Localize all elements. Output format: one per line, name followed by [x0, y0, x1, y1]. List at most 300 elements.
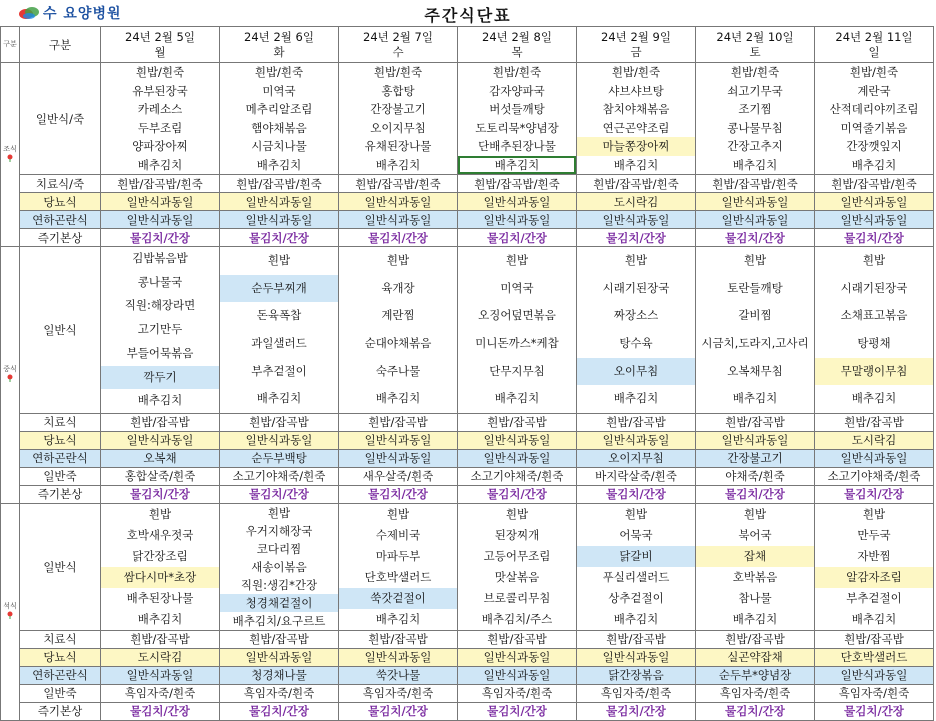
flower-icon: [1, 611, 19, 622]
meal-label: 중식: [3, 364, 17, 373]
menu-cell[interactable]: 흰밥/잡곡밥/흰죽: [220, 175, 339, 193]
row-label: 당뇨식: [20, 431, 101, 449]
menu-row: [1, 648, 934, 666]
menu-item: 된장찌개: [494, 527, 540, 542]
menu-item: 참치야채볶음: [602, 102, 670, 116]
menu-cell[interactable]: 흰밥/잡곡밥: [220, 413, 339, 431]
menu-item: 고기만두: [137, 322, 183, 337]
sheet-header: [0, 0, 936, 26]
menu-cell[interactable]: 흑임자죽/흰죽: [577, 684, 696, 702]
menu-cell[interactable]: [815, 503, 934, 630]
menu-row: [1, 449, 934, 467]
menu-cell[interactable]: 일반식과동일: [220, 193, 339, 211]
menu-cell[interactable]: [458, 247, 577, 414]
menu-item: 계란국: [857, 83, 891, 98]
menu-item: 배추김치: [375, 157, 421, 172]
menu-cell[interactable]: 흰밥/잡곡밥: [339, 630, 458, 648]
menu-cell[interactable]: 물김치/간장: [220, 229, 339, 247]
menu-cell[interactable]: 새우살죽/흰죽: [339, 467, 458, 485]
menu-cell[interactable]: 일반식과동일: [815, 449, 934, 467]
day-date: 24년 2월 6일: [244, 29, 314, 44]
row-label: 일반죽: [20, 684, 101, 702]
menu-cell[interactable]: 일반식과동일: [458, 431, 577, 449]
row-label: 당뇨식: [20, 648, 101, 666]
menu-cell[interactable]: [220, 63, 339, 175]
menu-cell[interactable]: [339, 503, 458, 630]
menu-cell[interactable]: 야채죽/흰죽: [696, 467, 815, 485]
menu-cell[interactable]: 단호박샐러드: [815, 648, 934, 666]
menu-item: 양파장아찌: [132, 139, 188, 153]
menu-row: [1, 431, 934, 449]
menu-row: [1, 702, 934, 720]
menu-row: [1, 467, 934, 485]
meal-tiny-label: [1, 503, 20, 720]
menu-item: 상추겉절이: [608, 590, 664, 605]
menu-item: 홍합탕: [381, 83, 415, 98]
menu-item: 미역국: [262, 83, 296, 98]
menu-cell[interactable]: 물김치/간장: [101, 702, 220, 720]
menu-item: 간장고추지: [727, 139, 783, 153]
menu-item: 돈육폭찹: [256, 308, 302, 323]
day-header: [101, 27, 220, 63]
menu-item: 흰밥: [505, 253, 529, 267]
menu-cell[interactable]: 물김치/간장: [696, 485, 815, 503]
menu-cell[interactable]: 흰밥/잡곡밥: [696, 630, 815, 648]
menu-item: 깍두기: [101, 366, 219, 390]
menu-item: 오복채무침: [727, 363, 783, 378]
menu-row: [1, 247, 934, 414]
menu-cell[interactable]: 흰밥/잡곡밥/흰죽: [339, 175, 458, 193]
menu-cell[interactable]: 일반식과동일: [220, 648, 339, 666]
row-label: 일반식: [20, 247, 101, 414]
menu-cell[interactable]: 일반식과동일: [339, 431, 458, 449]
menu-item: 맛살볶음: [494, 569, 540, 584]
menu-cell[interactable]: 일반식과동일: [815, 193, 934, 211]
menu-cell[interactable]: 일반식과동일: [101, 666, 220, 684]
menu-item: 부들어묵볶음: [126, 345, 194, 360]
menu-cell[interactable]: 흰밥/잡곡밥: [815, 413, 934, 431]
menu-item: 짜장소스: [613, 308, 659, 323]
menu-item: 흰밥/흰죽: [730, 65, 780, 79]
menu-cell[interactable]: 흰밥/잡곡밥/흰죽: [815, 175, 934, 193]
menu-item: 흰밥: [862, 253, 886, 267]
menu-cell[interactable]: 물김치/간장: [577, 229, 696, 247]
menu-item: 배추김치/요구르트: [232, 613, 326, 628]
hospital-name: 수 요양병원: [43, 6, 122, 22]
menu-item: 도토리묵*양념장: [475, 120, 559, 135]
menu-item: 쌈다시마*초장: [101, 567, 219, 588]
menu-item: 육개장: [381, 280, 415, 295]
menu-cell[interactable]: [339, 247, 458, 414]
day-header: [577, 27, 696, 63]
menu-item: 우거지해장국: [245, 523, 313, 538]
menu-cell[interactable]: [577, 503, 696, 630]
menu-cell[interactable]: 일반식과동일: [458, 211, 577, 229]
menu-cell[interactable]: 순두부*양념장: [696, 666, 815, 684]
menu-cell[interactable]: 도시락김: [101, 648, 220, 666]
menu-cell[interactable]: [339, 63, 458, 175]
menu-cell[interactable]: 흰밥/잡곡밥/흰죽: [577, 175, 696, 193]
menu-item: 닭갈비: [577, 546, 695, 567]
menu-item: 흰밥/흰죽: [849, 65, 899, 79]
menu-item: 배추김치: [851, 157, 897, 172]
menu-cell[interactable]: 도시락김: [815, 431, 934, 449]
menu-item: 흰밥: [267, 505, 291, 520]
menu-cell[interactable]: 일반식과동일: [696, 193, 815, 211]
menu-item: 흰밥: [386, 506, 410, 521]
row-label: 연하곤란식: [20, 666, 101, 684]
menu-cell[interactable]: 물김치/간장: [696, 229, 815, 247]
day-header: [458, 27, 577, 63]
menu-cell[interactable]: 물김치/간장: [339, 229, 458, 247]
menu-cell[interactable]: 일반식과동일: [339, 211, 458, 229]
menu-cell[interactable]: 일반식과동일: [101, 193, 220, 211]
menu-item: 감자양파국: [489, 83, 545, 98]
menu-cell[interactable]: 청경채나물: [220, 666, 339, 684]
menu-item: 부추겉절이: [846, 590, 902, 605]
row-label: 즉기본상: [20, 485, 101, 503]
menu-cell[interactable]: 간장불고기: [696, 449, 815, 467]
menu-cell[interactable]: 일반식과동일: [101, 431, 220, 449]
day-header: [815, 27, 934, 63]
menu-cell[interactable]: 소고기야채죽/흰죽: [458, 467, 577, 485]
menu-cell[interactable]: 홍합살죽/흰죽: [101, 467, 220, 485]
menu-cell[interactable]: 일반식과동일: [696, 431, 815, 449]
menu-cell[interactable]: 일반식과동일: [815, 211, 934, 229]
menu-row: [1, 630, 934, 648]
row-label: 치료식: [20, 630, 101, 648]
menu-cell[interactable]: 물김치/간장: [339, 702, 458, 720]
menu-cell[interactable]: 일반식과동일: [815, 666, 934, 684]
menu-item: 청경채겉절이: [220, 594, 338, 612]
menu-item: 흰밥: [386, 253, 410, 267]
menu-cell[interactable]: 흑임자죽/흰죽: [220, 684, 339, 702]
menu-item: 단호박샐러드: [364, 569, 432, 584]
menu-cell[interactable]: 물김치/간장: [815, 229, 934, 247]
menu-cell[interactable]: 일반식과동일: [458, 449, 577, 467]
menu-cell[interactable]: 흰밥/잡곡밥/흰죽: [101, 175, 220, 193]
menu-cell[interactable]: 흑임자죽/흰죽: [458, 684, 577, 702]
menu-cell[interactable]: 닭간장볶음: [577, 666, 696, 684]
menu-item: 오징어덮면볶음: [478, 308, 556, 323]
menu-item: 알감자조림: [815, 567, 933, 588]
menu-item: 시래기된장국: [840, 280, 908, 295]
menu-item: 배추김치: [137, 611, 183, 626]
menu-item: 배추된장나물: [126, 590, 194, 605]
day-weekday: 수: [392, 44, 404, 59]
menu-item: 배추김치: [613, 157, 659, 172]
menu-item: 배추김치: [256, 391, 302, 406]
menu-cell[interactable]: 흰밥/잡곡밥: [101, 630, 220, 648]
menu-item: 참나물: [738, 590, 772, 605]
day-header: [220, 27, 339, 63]
menu-cell[interactable]: 흑임자죽/흰죽: [815, 684, 934, 702]
day-weekday: 일: [868, 44, 880, 59]
menu-cell[interactable]: 일반식과동일: [577, 648, 696, 666]
row-label: 일반죽: [20, 467, 101, 485]
menu-item: 흰밥/흰죽: [611, 65, 661, 79]
row-label: 당뇨식: [20, 193, 101, 211]
meal-tiny-label: [1, 247, 20, 504]
menu-item: 탕평채: [857, 335, 891, 350]
menu-cell[interactable]: 흰밥/잡곡밥: [696, 413, 815, 431]
flower-icon: [1, 374, 19, 385]
menu-cell[interactable]: 쑥갓나물: [339, 666, 458, 684]
menu-cell[interactable]: 소고기야채죽/흰죽: [220, 467, 339, 485]
menu-item: 미니돈까스*케찹: [475, 335, 559, 350]
menu-item: 오이지무침: [370, 120, 426, 135]
menu-item: 흰밥: [148, 506, 172, 521]
menu-item: 배추김치: [494, 391, 540, 406]
menu-row: [1, 193, 934, 211]
menu-cell[interactable]: 흑임자죽/흰죽: [696, 684, 815, 702]
menu-cell[interactable]: 일반식과동일: [339, 449, 458, 467]
menu-item: 시금치,도라지,고사리: [701, 335, 809, 350]
menu-item: 부추겉절이: [251, 363, 307, 378]
menu-cell[interactable]: 흰밥/잡곡밥: [101, 413, 220, 431]
menu-cell[interactable]: 흰밥/잡곡밥/흰죽: [696, 175, 815, 193]
flower-icon: [1, 154, 19, 165]
menu-cell[interactable]: 순두부백탕: [220, 449, 339, 467]
menu-cell[interactable]: 물김치/간장: [577, 485, 696, 503]
menu-cell[interactable]: 일반식과동일: [577, 431, 696, 449]
day-weekday: 목: [511, 44, 523, 59]
menu-item: 고등어무조림: [483, 548, 551, 563]
menu-item: 계란찜: [381, 308, 415, 323]
menu-row: [1, 684, 934, 702]
menu-item: 시래기된장국: [602, 280, 670, 295]
menu-item: 단무지무침: [489, 363, 545, 378]
menu-item: 어묵국: [619, 527, 653, 542]
menu-cell[interactable]: 도시락김: [577, 193, 696, 211]
menu-cell[interactable]: [101, 247, 220, 414]
menu-cell[interactable]: 오복채: [101, 449, 220, 467]
menu-cell[interactable]: 흰밥/잡곡밥: [577, 413, 696, 431]
menu-item: 브로콜리무침: [483, 590, 551, 605]
menu-cell[interactable]: 일반식과동일: [339, 648, 458, 666]
day-date: 24년 2월 7일: [363, 29, 433, 44]
menu-item: 새송이볶음: [251, 559, 307, 574]
menu-item: 만두국: [857, 527, 891, 542]
day-weekday: 금: [630, 44, 642, 59]
menu-item: 마파두부: [375, 548, 421, 563]
menu-cell[interactable]: 바지락살죽/흰죽: [577, 467, 696, 485]
day-date: 24년 2월 11일: [835, 29, 913, 44]
menu-item: 북어국: [738, 527, 772, 542]
menu-item: 배추김치: [375, 391, 421, 406]
menu-item: 순대야채볶음: [364, 335, 432, 350]
menu-item: 배추김치: [732, 391, 778, 406]
row-label: 즉기본상: [20, 229, 101, 247]
day-weekday: 토: [749, 44, 761, 59]
menu-item: 흰밥: [267, 253, 291, 267]
menu-item: 과일샐러드: [251, 335, 307, 350]
corner-tiny-label: 구분: [1, 27, 20, 63]
menu-item: 수제비국: [375, 527, 421, 542]
menu-row: [1, 485, 934, 503]
menu-item: 푸실리샐러드: [602, 569, 670, 584]
menu-item: 잡채: [696, 546, 814, 567]
menu-cell[interactable]: 물김치/간장: [220, 702, 339, 720]
menu-row: [1, 175, 934, 193]
menu-item: 자반찜: [857, 548, 891, 563]
menu-cell[interactable]: 흰밥/잡곡밥: [458, 413, 577, 431]
menu-row: [1, 666, 934, 684]
menu-item: 샤브샤브탕: [608, 83, 664, 98]
row-label: 연하곤란식: [20, 211, 101, 229]
menu-cell[interactable]: 흰밥/잡곡밥: [815, 630, 934, 648]
menu-item: 배추김치: [732, 611, 778, 626]
menu-cell[interactable]: [458, 63, 577, 175]
menu-cell[interactable]: 물김치/간장: [458, 702, 577, 720]
menu-item: 배추김치: [137, 393, 183, 408]
menu-cell[interactable]: 흰밥/잡곡밥: [220, 630, 339, 648]
menu-item: 미역국: [500, 280, 534, 295]
menu-item: 햄야채볶음: [251, 120, 307, 135]
menu-item: 흰밥: [743, 253, 767, 267]
menu-item: 콩나물국: [137, 274, 183, 289]
menu-cell[interactable]: 일반식과동일: [577, 211, 696, 229]
menu-cell[interactable]: [101, 63, 220, 175]
menu-item: 카레소스: [137, 102, 183, 116]
menu-item: 무말랭이무침: [815, 358, 933, 386]
menu-item: 흰밥: [505, 506, 529, 521]
menu-cell[interactable]: 물김치/간장: [101, 229, 220, 247]
menu-item: 미역줄기볶음: [840, 120, 908, 135]
menu-cell[interactable]: 실곤약잡채: [696, 648, 815, 666]
menu-item: 유채된장나물: [364, 139, 432, 153]
menu-cell[interactable]: [220, 503, 339, 630]
menu-row: [1, 63, 934, 175]
menu-item: 버섯들깨탕: [489, 102, 545, 116]
menu-cell[interactable]: 흰밥/잡곡밥: [577, 630, 696, 648]
day-header: [696, 27, 815, 63]
menu-item: 배추김치: [613, 391, 659, 406]
meal-tiny-label: [1, 63, 20, 247]
menu-item: 단배추된장나물: [478, 139, 556, 153]
row-label: 치료식/죽: [20, 175, 101, 193]
menu-cell[interactable]: 물김치/간장: [577, 702, 696, 720]
menu-item: 배추김치: [256, 157, 302, 172]
menu-cell[interactable]: [696, 63, 815, 175]
menu-item: 배추김치: [732, 157, 778, 172]
menu-cell[interactable]: 흑임자죽/흰죽: [101, 684, 220, 702]
menu-item: 마늘쫑장아찌: [577, 137, 695, 156]
menu-item: 배추김치: [851, 611, 897, 626]
menu-cell[interactable]: 일반식과동일: [458, 666, 577, 684]
menu-cell[interactable]: 흑임자죽/흰죽: [339, 684, 458, 702]
menu-item: 흰밥: [862, 506, 886, 521]
menu-item: 배추김치: [613, 611, 659, 626]
row-label: 일반식/죽: [20, 63, 101, 175]
menu-item: 배추김치: [137, 157, 183, 172]
menu-cell[interactable]: [696, 503, 815, 630]
menu-cell[interactable]: 흰밥/잡곡밥: [339, 413, 458, 431]
menu-item: 순두부찌개: [220, 275, 338, 303]
menu-item: 숙주나물: [375, 363, 421, 378]
menu-item: 흰밥/흰죽: [254, 65, 304, 79]
menu-cell[interactable]: [815, 247, 934, 414]
day-date: 24년 2월 8일: [482, 29, 552, 44]
menu-cell[interactable]: 일반식과동일: [220, 211, 339, 229]
menu-cell[interactable]: 흰밥/잡곡밥/흰죽: [458, 175, 577, 193]
menu-item: 흰밥/흰죽: [373, 65, 423, 79]
menu-item: 직원:생김*간장: [240, 577, 318, 592]
menu-row: [1, 211, 934, 229]
menu-item: 갈비찜: [738, 308, 772, 323]
row-label: 연하곤란식: [20, 449, 101, 467]
menu-item: 산적데리야끼조림: [829, 102, 919, 116]
menu-item: 탕수육: [619, 335, 653, 350]
menu-cell[interactable]: 물김치/간장: [339, 485, 458, 503]
menu-cell[interactable]: 물김치/간장: [101, 485, 220, 503]
menu-cell[interactable]: [815, 63, 934, 175]
menu-cell[interactable]: 오이지무침: [577, 449, 696, 467]
menu-cell[interactable]: 일반식과동일: [220, 431, 339, 449]
menu-item: 시금치나물: [251, 139, 307, 153]
menu-cell[interactable]: 일반식과동일: [339, 193, 458, 211]
menu-item: 소채표고볶음: [840, 308, 908, 323]
menu-item: 토란들깨탕: [727, 280, 783, 295]
menu-cell[interactable]: 물김치/간장: [696, 702, 815, 720]
menu-item: 직원:해장라면: [124, 298, 196, 313]
menu-item: 쑥갓겉절이: [339, 588, 457, 609]
menu-cell[interactable]: [577, 63, 696, 175]
menu-cell[interactable]: 일반식과동일: [458, 648, 577, 666]
menu-cell[interactable]: 물김치/간장: [458, 229, 577, 247]
day-weekday: 화: [273, 44, 285, 59]
menu-cell[interactable]: 소고기야채죽/흰죽: [815, 467, 934, 485]
menu-item: 흰밥: [624, 253, 648, 267]
page-title: 주간식단표: [424, 6, 512, 25]
menu-item: 배추김치: [375, 611, 421, 626]
menu-cell[interactable]: 물김치/간장: [815, 485, 934, 503]
menu-item: 간장깻잎지: [846, 139, 902, 153]
weekly-menu-table: [0, 26, 934, 721]
menu-item: 배추김치/주스: [481, 611, 553, 626]
menu-cell[interactable]: 일반식과동일: [101, 211, 220, 229]
menu-cell[interactable]: [696, 247, 815, 414]
menu-cell[interactable]: [458, 503, 577, 630]
row-label: 일반식: [20, 503, 101, 630]
menu-cell[interactable]: [101, 503, 220, 630]
menu-item: 메추리알조림: [245, 102, 313, 116]
meal-label: 조식: [3, 144, 17, 153]
row-label: 치료식: [20, 413, 101, 431]
day-weekday: 월: [154, 44, 166, 59]
menu-cell[interactable]: 물김치/간장: [458, 485, 577, 503]
menu-item: 흰밥/흰죽: [135, 65, 185, 79]
menu-item: 호박볶음: [732, 569, 778, 584]
menu-cell[interactable]: 물김치/간장: [220, 485, 339, 503]
menu-item: 배추김치: [851, 391, 897, 406]
day-header: [339, 27, 458, 63]
meal-label: 석식: [3, 601, 17, 610]
menu-cell[interactable]: 흰밥/잡곡밥: [458, 630, 577, 648]
menu-cell[interactable]: [577, 247, 696, 414]
day-date: 24년 2월 9일: [601, 29, 671, 44]
menu-item: 흰밥: [743, 506, 767, 521]
menu-item: 흰밥: [624, 506, 648, 521]
menu-cell[interactable]: 일반식과동일: [696, 211, 815, 229]
menu-cell[interactable]: [220, 247, 339, 414]
menu-row: [1, 503, 934, 630]
menu-cell[interactable]: 일반식과동일: [458, 193, 577, 211]
menu-cell[interactable]: 물김치/간장: [815, 702, 934, 720]
row-label: 즉기본상: [20, 702, 101, 720]
menu-item: 쇠고기무국: [727, 83, 783, 98]
menu-item: 닭간장조림: [132, 548, 188, 563]
